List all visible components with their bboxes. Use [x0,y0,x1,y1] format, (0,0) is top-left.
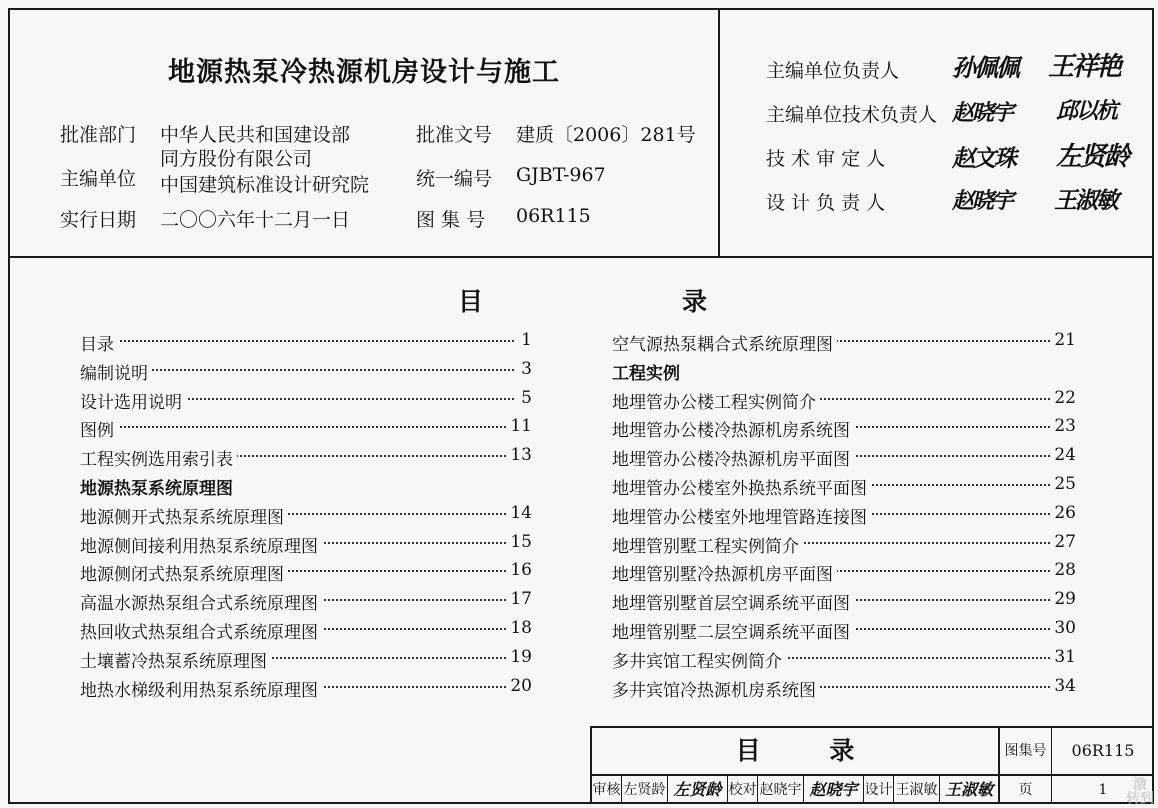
toc-leader-dots [80,338,514,342]
toc-entry-label: 工程实例 [612,359,684,384]
toc-entry[interactable] [80,503,532,532]
toc-entry-page: 34 [1050,676,1076,696]
signature: 王淑敏 [1054,187,1117,214]
editor-label: 主编单位 [60,168,137,190]
toc-entry-page: 20 [506,676,532,696]
signature: 左贤龄 [1056,142,1129,172]
page-label: 页 [1000,776,1052,804]
effective-date-value: 二〇〇六年十二月一日 [160,209,351,231]
toc-entry-page: 18 [506,618,532,638]
designer-signature: 王淑敏 [940,776,1000,804]
editor-org-2: 中国建筑标准设计研究院 [160,174,370,196]
signature: 赵文珠 [952,145,1015,172]
toc-entry-label: 目录 [80,330,118,355]
title-block-atlas-label: 图集号 [1000,728,1052,776]
toc-entry-page: 23 [1050,416,1076,436]
toc-entry[interactable] [612,589,1076,618]
toc-entry-label: 土壤蓄冷热泵系统原理图 [80,647,271,672]
toc-entry[interactable] [612,532,1076,561]
toc-entry-page: 1 [517,330,532,350]
toc-entry[interactable] [612,618,1076,647]
approval-dept-value: 中华人民共和国建设部 [160,124,351,146]
signature: 孙佩佩 [952,53,1018,82]
toc-entry-label: 地埋管别墅首层空调系统平面图 [612,589,854,614]
reviewer-name: 左贤龄 [622,776,668,804]
responsible-panel [720,8,1152,256]
toc-entry[interactable] [612,330,1076,359]
toc-entry-label: 地埋管办公楼室外地埋管路连接图 [612,503,871,528]
toc-left-column [80,330,532,704]
toc-entry-label: 热回收式热泵组合式系统原理图 [80,618,322,643]
title-block-atlas-no: 06R115 [1052,728,1154,776]
page-number: 1 [1098,782,1108,798]
toc-section-heading [612,359,1076,388]
reviewer-signature: 左贤龄 [668,776,728,804]
toc-entry[interactable] [612,676,1076,705]
checker-name: 赵晓宇 [758,776,804,804]
toc-entry-label: 地源热泵系统原理图 [80,474,237,499]
editor-org-1: 同方股份有限公司 [160,148,313,170]
signature: 赵晓宇 [952,188,1013,214]
atlas-info-panel [8,8,720,256]
toc-entry-page: 15 [506,532,532,552]
toc-entry-label: 地源侧闭式热泵系统原理图 [80,560,288,585]
toc-entry-page: 24 [1050,445,1076,465]
check-label: 校对 [728,776,758,804]
toc-entry-page: 19 [506,647,532,667]
toc-entry-page: 26 [1050,503,1076,523]
toc-entry[interactable] [80,388,532,417]
signature: 邱以杭 [1056,98,1117,124]
atlas-no-value: 06R115 [516,205,591,227]
toc-entry-label: 高温水源热泵组合式系统原理图 [80,589,322,614]
watermark-line-1: 激 [1133,777,1147,793]
toc-entry-label: 图例 [80,416,118,441]
checker-signature: 赵晓宇 [804,776,864,804]
toc-entry-label: 地埋管别墅冷热源机房平面图 [612,560,837,585]
toc-leader-dots [80,424,514,428]
toc-entry-page: 5 [517,388,532,408]
toc-entry[interactable] [80,618,532,647]
approval-dept-label: 批准部门 [60,124,137,146]
toc-entry[interactable] [612,560,1076,589]
toc-section-heading [80,474,532,503]
toc-entry-page: 17 [506,589,532,609]
toc-entry-label: 多井宾馆冷热源机房系统图 [612,676,820,701]
responsible-label: 设 计 负 责 人 [766,192,886,214]
approval-doc-label: 批准文号 [416,124,493,146]
signature: 赵晓宇 [952,100,1013,126]
toc-entry-label: 地埋管别墅二层空调系统平面图 [612,618,854,643]
watermark [1126,778,1154,806]
toc-entry-page: 11 [506,416,532,436]
atlas-no-label: 图 集 号 [416,209,486,231]
unified-no-label: 统一编号 [416,168,493,190]
toc-entry-page: 25 [1050,474,1076,494]
toc-entry[interactable] [612,445,1076,474]
toc-entry[interactable] [80,676,532,705]
toc-entry-page: 22 [1050,388,1076,408]
responsible-label: 技 术 审 定 人 [766,148,886,170]
toc-entry-label: 编制说明 [80,359,152,384]
toc-heading-right: 录 [682,287,708,316]
toc-entry-label: 工程实例选用索引表 [80,445,237,470]
toc-entry-page: 13 [506,445,532,465]
toc-entry[interactable] [612,503,1076,532]
toc-entry-page: 27 [1050,532,1076,552]
toc-entry[interactable] [80,445,532,474]
toc-entry-page: 31 [1050,647,1076,667]
toc-entry[interactable] [80,416,532,445]
toc-entry[interactable] [80,330,532,359]
title-block-title: 目 录 [592,728,1000,776]
design-label: 设计 [864,776,894,804]
toc-entry-label: 地埋管别墅工程实例简介 [612,532,803,557]
designer-name: 王淑敏 [894,776,940,804]
toc-entry[interactable] [80,560,532,589]
toc-entry-page: 30 [1050,618,1076,638]
review-label: 审核 [592,776,622,804]
toc-entry-label: 地源侧间接利用热泵系统原理图 [80,532,322,557]
toc-entry-page: 14 [506,503,532,523]
toc-entry-label: 地埋管办公楼冷热源机房平面图 [612,445,854,470]
title-block [590,726,1154,807]
unified-no-value: GJBT-967 [516,164,606,186]
toc-entry-label: 地热水梯级利用热泵系统原理图 [80,676,322,701]
toc-entry-page: 3 [517,359,532,379]
toc-entry-page: 16 [506,560,532,580]
approval-doc-value: 建质〔2006〕281号 [516,124,696,146]
toc-right-column [612,330,1076,704]
toc-entry-label: 地埋管办公楼室外换热系统平面图 [612,474,871,499]
toc-entry-label: 地埋管办公楼冷热源机房系统图 [612,416,854,441]
toc-entry-page: 29 [1050,589,1076,609]
toc-entry-label: 地埋管办公楼工程实例简介 [612,388,820,413]
toc-entry[interactable] [612,416,1076,445]
toc-heading-left: 目 [458,287,484,316]
toc-entry-label: 地源侧开式热泵系统原理图 [80,503,288,528]
responsible-label: 主编单位负责人 [766,60,900,82]
editor-orgs [160,146,369,198]
toc-entry-page: 28 [1050,560,1076,580]
atlas-title: 地源热泵冷热源机房设计与施工 [168,57,560,88]
toc-entry[interactable] [80,647,532,676]
toc-entry[interactable] [612,474,1076,503]
title-block-roles [592,776,1154,807]
toc-entry[interactable] [80,532,532,561]
toc-entry[interactable] [80,359,532,388]
header-band [8,8,1154,258]
toc-entry-page: 21 [1050,330,1076,350]
toc-entry[interactable] [612,647,1076,676]
effective-date-label: 实行日期 [60,209,137,231]
responsible-label: 主编单位技术负责人 [766,104,938,126]
toc-entry[interactable] [612,388,1076,417]
signature: 王祥艳 [1048,52,1121,82]
watermark-line-2: 转到 [1126,791,1154,807]
toc-entry-label: 设计选用说明 [80,388,186,413]
toc-entry-label: 多井宾馆工程实例简介 [612,647,786,672]
toc-entry[interactable] [80,589,532,618]
toc-entry-label: 空气源热泵耦合式系统原理图 [612,330,837,355]
